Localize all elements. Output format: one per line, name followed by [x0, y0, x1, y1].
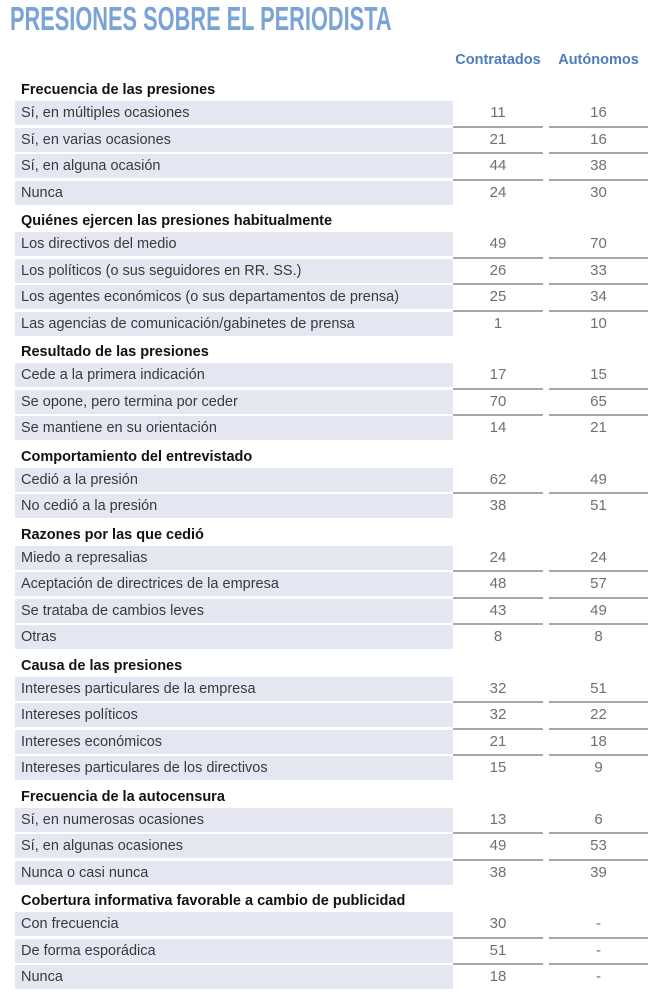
row-label: Cedió a la presión	[15, 468, 453, 492]
table-row	[0, 285, 651, 309]
table-section	[0, 207, 651, 336]
section-header: Cobertura informativa favorable a cambio de publicidad	[21, 893, 406, 909]
contratados-value: 26	[453, 259, 543, 286]
contratados-value: 70	[453, 390, 543, 417]
pressures-table	[0, 76, 651, 992]
contratados-value: 62	[453, 468, 543, 495]
row-label: Sí, en múltiples ocasiones	[15, 101, 453, 125]
table-row	[0, 756, 651, 780]
contratados-value: 49	[453, 232, 543, 259]
table-row	[0, 154, 651, 178]
table-section	[0, 338, 651, 440]
autonomos-value: 6	[549, 808, 648, 835]
table-row	[0, 625, 651, 649]
row-label: Nunca o casi nunca	[15, 861, 453, 885]
row-label: Intereses económicos	[15, 730, 453, 754]
contratados-value: 1	[493, 314, 503, 332]
table-row	[0, 730, 651, 754]
row-label: Sí, en varias ocasiones	[15, 128, 453, 152]
contratados-value: 24	[453, 546, 543, 573]
autonomos-value: 15	[549, 363, 648, 390]
row-label: Sí, en numerosas ocasiones	[15, 808, 453, 832]
autonomos-value: 51	[549, 677, 648, 704]
autonomos-value: 33	[549, 259, 648, 286]
contratados-value: 15	[489, 759, 507, 776]
contratados-value: 8	[493, 628, 503, 645]
section-header: Causa de las presiones	[21, 657, 183, 674]
table-row	[0, 259, 651, 283]
contratados-value: 32	[453, 703, 543, 730]
table-row	[0, 128, 651, 152]
table-row	[0, 416, 651, 440]
table-row	[0, 546, 651, 570]
table-section	[0, 652, 651, 781]
row-label: Intereses particulares de los directivos	[15, 756, 453, 780]
row-label: Intereses particulares de la empresa	[15, 677, 453, 701]
autonomos-value: 22	[549, 703, 648, 730]
section-header: Quiénes ejercen las presiones habitualmente	[21, 213, 333, 229]
table-section	[0, 76, 651, 205]
contratados-value: 17	[453, 363, 543, 390]
contratados-value: 32	[453, 677, 543, 704]
contratados-value: 44	[453, 154, 543, 181]
table-row	[0, 965, 651, 989]
section-header: Frecuencia de la autocensura	[21, 788, 225, 805]
table-row	[0, 390, 651, 414]
row-label: Sí, en algunas ocasiones	[15, 834, 453, 858]
autonomos-value: 70	[549, 232, 648, 259]
autonomos-value: -	[549, 912, 648, 939]
autonomos-value: 49	[549, 468, 648, 495]
row-label: Los directivos del medio	[15, 232, 453, 256]
row-label: Los agentes económicos (o sus departamentos de prensa)	[15, 285, 453, 309]
row-label: Intereses políticos	[15, 703, 453, 727]
row-label: Nunca	[15, 965, 453, 989]
row-label: Se trataba de cambios leves	[15, 599, 453, 623]
contratados-value: 24	[489, 183, 507, 201]
table-row	[0, 312, 651, 336]
table-row	[0, 599, 651, 623]
autonomos-value: 34	[549, 285, 648, 312]
table-row	[0, 494, 651, 518]
table-section	[0, 887, 651, 989]
autonomos-value: 65	[549, 390, 648, 417]
row-label: De forma esporádica	[15, 939, 453, 963]
contratados-value: 21	[453, 128, 543, 155]
contratados-value: 48	[453, 572, 543, 599]
autonomos-value: 10	[590, 314, 607, 332]
column-header-contratados: Contratados	[455, 52, 541, 68]
autonomos-value: 18	[549, 730, 648, 757]
column-headers	[0, 52, 651, 68]
row-label: Sí, en alguna ocasión	[15, 154, 453, 178]
table-row	[0, 101, 651, 125]
row-label: Nunca	[15, 181, 453, 205]
contratados-value: 13	[453, 808, 543, 835]
row-label: Otras	[15, 625, 453, 649]
row-label: No cedió a la presión	[15, 494, 453, 518]
autonomos-value: 30	[590, 183, 607, 201]
autonomos-value: 8	[594, 628, 603, 645]
autonomos-value: 49	[549, 599, 648, 626]
table-row	[0, 468, 651, 492]
autonomos-value: 38	[549, 154, 648, 181]
table-section	[0, 443, 651, 519]
autonomos-value: 51	[590, 497, 607, 514]
autonomos-value: 16	[549, 101, 648, 128]
table-section	[0, 783, 651, 885]
table-section	[0, 521, 651, 650]
row-label: Los políticos (o sus seguidores en RR. SS.)	[15, 259, 453, 283]
table-row	[0, 363, 651, 387]
row-label: Se mantiene en su orientación	[15, 416, 453, 440]
contratados-value: 11	[453, 101, 543, 128]
contratados-value: 14	[489, 419, 507, 436]
autonomos-value: -	[596, 968, 601, 985]
section-header: Razones por las que cedió	[21, 526, 204, 543]
section-header: Resultado de las presiones	[21, 344, 209, 360]
section-header: Frecuencia de las presiones	[21, 82, 216, 98]
row-label: Miedo a represalias	[15, 546, 453, 570]
row-label: Aceptación de directrices de la empresa	[15, 572, 453, 596]
table-row	[0, 912, 651, 936]
table-row	[0, 572, 651, 596]
autonomos-value: 16	[549, 128, 648, 155]
page-title: PRESIONES SOBRE EL PERIODISTA	[10, 0, 392, 37]
section-header: Comportamiento del entrevistado	[21, 448, 253, 465]
contratados-value: 18	[489, 968, 507, 985]
table-row	[0, 861, 651, 885]
row-label: Cede a la primera indicación	[15, 363, 453, 387]
contratados-value: 25	[453, 285, 543, 312]
autonomos-value: 57	[549, 572, 648, 599]
autonomos-value: 9	[594, 759, 603, 776]
row-label: Las agencias de comunicación/gabinetes de prensa	[15, 312, 453, 336]
autonomos-value: 21	[590, 419, 607, 436]
row-label: Se opone, pero termina por ceder	[15, 390, 453, 414]
autonomos-value: 39	[590, 863, 607, 881]
table-row	[0, 939, 651, 963]
autonomos-value: -	[549, 939, 648, 966]
contratados-value: 49	[453, 834, 543, 861]
table-row	[0, 677, 651, 701]
row-label: Con frecuencia	[15, 912, 453, 936]
table-row	[0, 232, 651, 256]
contratados-value: 38	[489, 497, 507, 514]
table-row	[0, 181, 651, 205]
contratados-value: 30	[453, 912, 543, 939]
contratados-value: 43	[453, 599, 543, 626]
contratados-value: 51	[453, 939, 543, 966]
contratados-value: 21	[453, 730, 543, 757]
table-row	[0, 703, 651, 727]
column-header-autonomos: Autónomos	[558, 52, 639, 68]
table-row	[0, 834, 651, 858]
autonomos-value: 24	[549, 546, 648, 573]
table-row	[0, 808, 651, 832]
contratados-value: 38	[489, 863, 507, 881]
autonomos-value: 53	[549, 834, 648, 861]
